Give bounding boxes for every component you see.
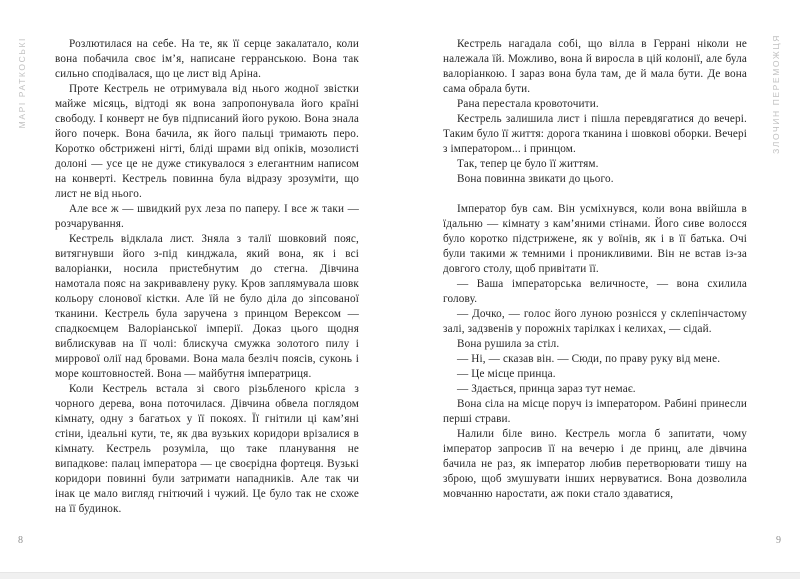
paragraph: Розлютилася на себе. На те, як її серце закалатало, коли вона побачила своє ім’я, написане герранською. Вона так сильно сподівалася, що це лист від Аріна. bbox=[55, 38, 359, 80]
page-bottom-edge bbox=[0, 572, 800, 579]
paragraph: — Здається, принца зараз тут немає. bbox=[457, 383, 636, 395]
paragraph: Вона рушила за стіл. bbox=[457, 338, 560, 350]
paragraph: — Ні, — сказав він. — Сюди, по праву руку від мене. bbox=[457, 353, 721, 365]
paragraph: Вона сіла на місце поруч із імператором. Рабині принесли перші страви. bbox=[443, 398, 747, 425]
left-page-text bbox=[55, 37, 359, 517]
scene-break-spacer bbox=[443, 187, 747, 202]
left-page-spine-label: МАРІ РАТКОСЬКІ bbox=[17, 37, 27, 129]
paragraph: Кестрель відклала лист. Зняла з талії шовковий пояс, витягнувши його з-під кинджала, який вона, як і всі валоріанки, носила пристебнутим до стегна. Дівчина намотала пояс на закривавлену руку. Кров заплямувала шовк кольору слонової кістки. Але їй не було діла до зіпсованої тканини. Кестрель була заручена з принцом Верексом — спадкоємцем Валоріанської імперії. Доказ цього щодня виблискував на її чолі: блискуча смужка золотого пилу і миррової олії над бровами. Вона мала безліч поясів, суконь і море коштовностей. Вона — майбутня імператриця. bbox=[55, 233, 359, 380]
left-page-number: 8 bbox=[18, 535, 23, 546]
paragraph: Вона повинна звикати до цього. bbox=[457, 173, 614, 185]
paragraph: Налили біле вино. Кестрель могла б запитати, чому імператор запросив її на вечерю і де принц, але дівчина бачила не раз, як імператор любив перетворювати тишу на зброю, щоб змушувати інших нервуватися. Вона дозволила мовчанню наростати, аж поки стало здаватися, bbox=[443, 428, 747, 500]
paragraph: Кестрель залишила лист і пішла перевдягатися до вечері. Таким було її життя: дорога тканина і шовкові оборки. Вечері з імператором... і принцом. bbox=[443, 113, 747, 155]
paragraph: Так, тепер це було її життям. bbox=[457, 158, 599, 170]
paragraph: Рана перестала кровоточити. bbox=[457, 98, 599, 110]
right-page-spine-label: ЗЛОЧИН ПЕРЕМОЖЦЯ bbox=[771, 34, 781, 154]
paragraph: — Ваша імператорська величносте, — вона схилила голову. bbox=[443, 278, 747, 305]
paragraph: Кестрель нагадала собі, що вілла в Геррані ніколи не належала їй. Можливо, вона й виросла в цій колонії, але була валоріанкою. І зараз вона була там, де й мала бути. Де вона сама обрала бути. bbox=[443, 38, 747, 95]
right-page-section-1 bbox=[443, 37, 747, 187]
paragraph: — Дочко, — голос його луною рознісся у склепінчастому залі, задзвенів у порожніх тарілках і келихах, — сідай. bbox=[443, 308, 747, 335]
right-page-text bbox=[443, 37, 747, 502]
paragraph: Коли Кестрель встала зі свого різьбленого крісла з чорного дерева, вона поточилася. Дівчина обвела поглядом кімнату, одну з багатьох у її покоях. Її гнітили ці кам’яні стіни, ідеальні кути, те, як два вузьких коридори врізалися в кімнату. Кестрель розуміла, що таке планування не випадкове: палац імператора — це своєрідна фортеця. Вузькі коридори повинні були затримати нападників. Але так чи інак це мало вигляд гнітючий і чужий. Це було так не схоже на її будинок. bbox=[55, 383, 359, 515]
paragraph: — Це місце принца. bbox=[457, 368, 556, 380]
paragraph: Проте Кестрель не отримувала від нього жодної звістки майже місяць, відтоді як вона запропонувала його країні свободу. І конверт не був підписаний його рукою. Вона знала його почерк. Вона бачила, як його пальці тримають перо. Коротко обстрижені нігті, бліді шрами від опіків, мозолисті долоні — усе це не дуже стикувалося з елегантним написом на конверті. Кестрель повинна була відразу зрозуміти, що лист не від нього. bbox=[55, 83, 359, 200]
right-page-number: 9 bbox=[776, 535, 781, 546]
right-page-section-2 bbox=[443, 202, 747, 502]
paragraph: Імператор був сам. Він усміхнувся, коли вона ввійшла в їдальню — кімнату з кам’яними стінами. Його сиве волосся було коротко підстрижене, як у воїнів, як і в її батька. Очі були такими ж темними і проникливими. Він не встав із-за довгого столу, щоб привітати її. bbox=[443, 203, 747, 275]
paragraph: Але все ж — швидкий рух леза по паперу. І все ж таки — розчарування. bbox=[55, 203, 359, 230]
